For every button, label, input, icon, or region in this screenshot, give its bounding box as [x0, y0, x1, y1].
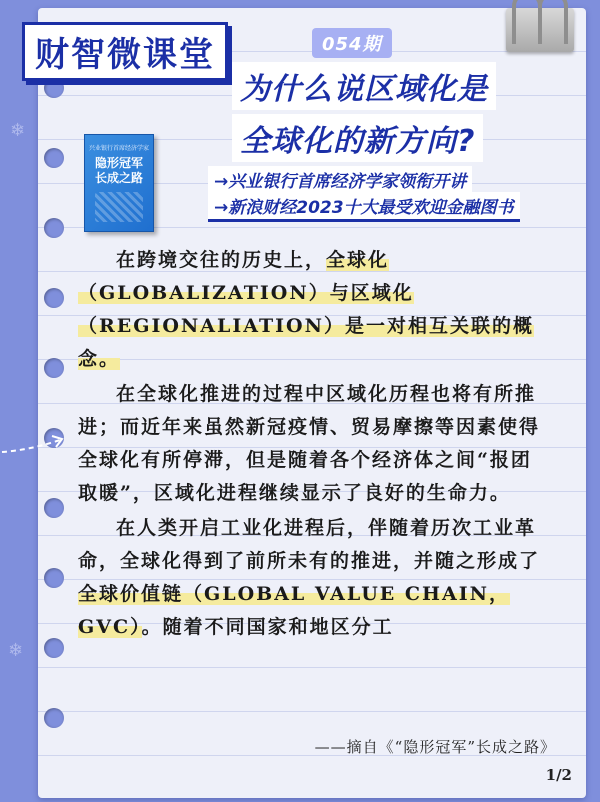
- binder-hole: [44, 148, 64, 168]
- page-title: [232, 62, 552, 166]
- credit-line: →新浪财经2023十大最受欢迎金融图书: [208, 192, 520, 222]
- article-body: [78, 244, 544, 646]
- binder-hole: [44, 568, 64, 588]
- dashed-arrow-icon: [0, 432, 72, 460]
- book-cover-image: [84, 134, 154, 232]
- episode-badge: 054期: [312, 28, 392, 58]
- title-line: 为什么说区域化是: [232, 62, 496, 110]
- book-cover-top-text: 兴业银行首席经济学家: [88, 145, 149, 152]
- binder-hole: [44, 218, 64, 238]
- paragraph: 在全球化推进的过程中区域化历程也将有所推进；而近年来虽然新冠疫情、贸易摩擦等因素使得全球化有所停滞，但是随着各个经济体之间“报团取暖”，区域化进程继续显示了良好的生命力。: [78, 383, 541, 504]
- book-title-line: 隐形冠军: [94, 156, 143, 170]
- binder-hole: [44, 288, 64, 308]
- book-cover-pattern: [95, 192, 143, 222]
- paragraph: [78, 512, 544, 644]
- paragraph-text: 在跨境交往的历史上，: [116, 249, 327, 271]
- paragraph-text: 。随着不同国家和地区分工: [141, 616, 394, 638]
- paragraph: [78, 244, 544, 376]
- highlighted-text: 全球价值链（GLOBAL VALUE CHAIN，GVC）: [78, 583, 510, 638]
- clip-wire: [538, 0, 568, 44]
- binder-clip-icon: [506, 8, 574, 52]
- source-citation: ——摘自《“隐形冠军”长成之路》: [314, 738, 556, 756]
- snowflake-icon: ❄: [10, 120, 26, 141]
- book-cover-title: [95, 156, 143, 186]
- paragraph-text: 在人类开启工业化进程后，伴随着历次工业革命，全球化得到了前所未有的推进，并随之形成了: [78, 517, 541, 572]
- binder-hole: [44, 638, 64, 658]
- highlighted-text: 全球化（GLOBALIZATION）与区域化（REGIONALIATION）是一对相互关联的概念。: [78, 249, 534, 370]
- binder-hole: [44, 78, 64, 98]
- binder-hole: [44, 358, 64, 378]
- binder-hole: [44, 498, 64, 518]
- book-title-line: 长成之路: [94, 171, 143, 185]
- snowflake-icon: ❄: [8, 640, 24, 661]
- credit-line: →兴业银行首席经济学家领衔开讲: [208, 166, 472, 196]
- series-title: 财智微课堂: [22, 22, 228, 81]
- page-indicator: 1/2: [545, 766, 572, 784]
- binder-hole: [44, 708, 64, 728]
- title-line: 全球化的新方向?: [232, 114, 483, 162]
